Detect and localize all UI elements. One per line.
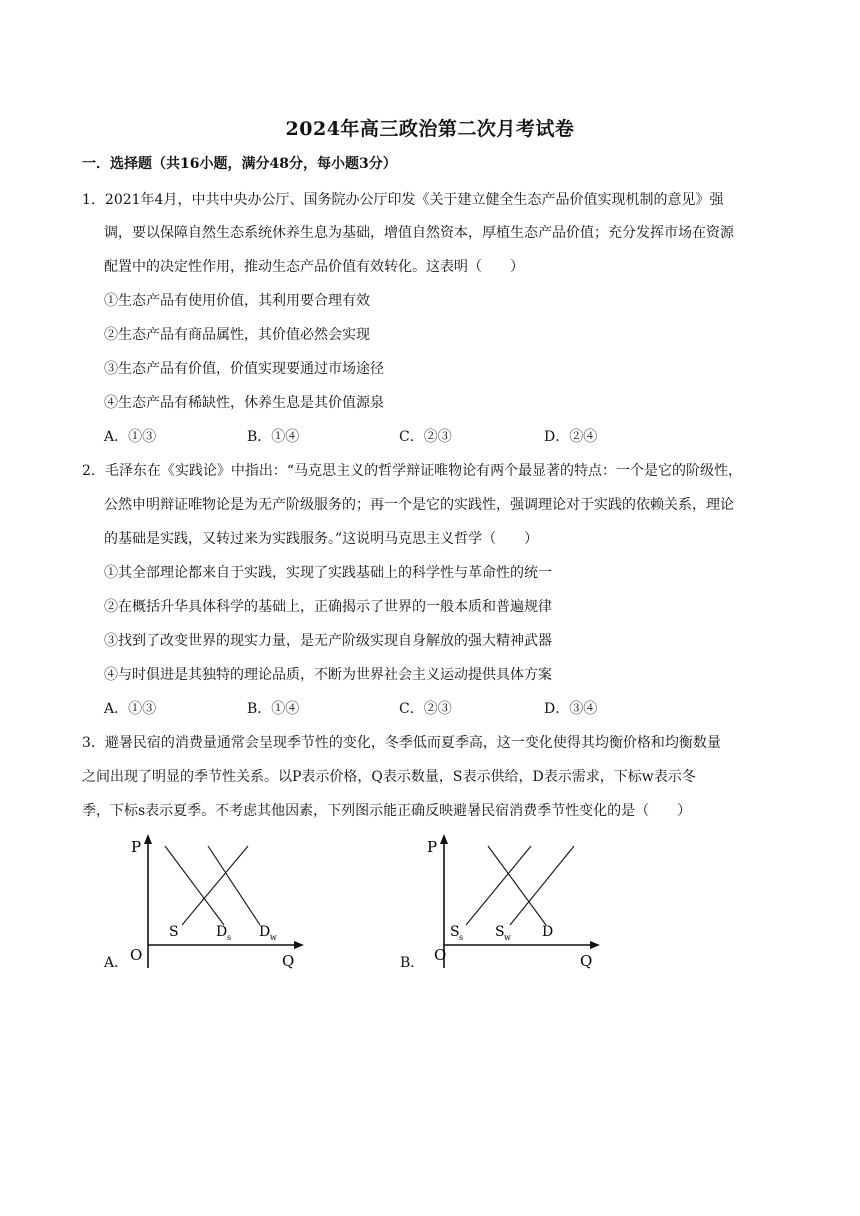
q2-option-2: ②在概括升华具体科学的基础上，正确揭示了世界的一般本质和普遍规律 bbox=[104, 599, 552, 615]
graph-a-label-d1-sub: s bbox=[227, 933, 232, 942]
q1-option-1: ①生态产品有使用价值，其利用要合理有效 bbox=[104, 293, 370, 309]
graph-a-origin-label: O bbox=[130, 946, 143, 964]
q1-option-3: ③生态产品有价值，价值实现要通过市场途径 bbox=[104, 361, 384, 377]
graph-b-p-label: P bbox=[427, 838, 438, 856]
q1-choices bbox=[104, 426, 664, 446]
q1-line-3: 配置中的决定性作用，推动生态产品价值有效转化。这表明（ ） bbox=[104, 259, 524, 275]
graph-a-label-s: S bbox=[169, 924, 179, 940]
q2-choice-b[interactable]: B．①④ bbox=[247, 701, 300, 717]
graph-a-label-d1: D bbox=[216, 924, 228, 940]
q2-choice-d[interactable]: D．③④ bbox=[544, 701, 598, 717]
q1-line-1: 1．2021年4月，中共中央办公厅、国务院办公厅印发《关于建立健全生态产品价值实现机制的意见》强 bbox=[82, 192, 724, 208]
q1-line-2: 调，要以保障自然生态系统休养生息为基础，增值自然资本，厚植生态产品价值；充分发挥市场在资源 bbox=[104, 225, 734, 241]
graph-b-supply-demand-diagram bbox=[416, 830, 616, 980]
q2-choice-a[interactable]: A．①③ bbox=[104, 701, 157, 717]
q2-line-3: 的基础是实践，又转过来为实践服务。”这说明马克思主义哲学（ ） bbox=[104, 531, 539, 547]
q2-choice-c[interactable]: C．②③ bbox=[399, 701, 452, 717]
q3-line-2: 之间出现了明显的季节性关系。以P表示价格，Q表示数量，S表示供给，D表示需求，下标w表示冬 bbox=[82, 769, 696, 785]
graph-a-q-label: Q bbox=[282, 952, 295, 970]
q1-choice-d[interactable]: D．②④ bbox=[544, 429, 598, 445]
graph-a-label-d2-sub: w bbox=[270, 933, 277, 942]
graph-b-label-d: D bbox=[542, 924, 554, 940]
q1-choice-a[interactable]: A．①③ bbox=[104, 429, 157, 445]
q1-option-4: ④生态产品有稀缺性，休养生息是其价值源泉 bbox=[104, 395, 384, 411]
graph-b-origin-label: O bbox=[434, 946, 447, 964]
graph-b-supply-winter-line bbox=[510, 846, 574, 925]
graph-b-label-s1-sub: s bbox=[459, 933, 464, 942]
graph-a-supply-demand-diagram bbox=[120, 830, 320, 980]
graph-a-label-d2: D bbox=[259, 924, 271, 940]
q1-option-2: ②生态产品有商品属性，其价值必然会实现 bbox=[104, 327, 370, 343]
q2-choices bbox=[104, 698, 664, 718]
graph-b-label-s2: S bbox=[495, 924, 505, 940]
graph-b-supply-summer-line bbox=[466, 846, 531, 925]
q2-option-4: ④与时俱进是其独特的理论品质，不断为世界社会主义运动提供具体方案 bbox=[104, 667, 552, 683]
graph-a-p-label: P bbox=[131, 838, 142, 856]
q3-line-3: 季，下标s表示夏季。不考虑其他因素，下列图示能正确反映避暑民宿消费季节性变化的是（ ） bbox=[82, 803, 692, 819]
q1-choice-b[interactable]: B．①④ bbox=[247, 429, 300, 445]
q2-option-1: ①其全部理论都来自于实践，实现了实践基础上的科学性与革命性的统一 bbox=[104, 565, 552, 581]
graph-b-q-arrow bbox=[590, 941, 600, 949]
graph-b-demand-line bbox=[488, 846, 546, 925]
page-title: 2024年高三政治第二次月考试卷 bbox=[285, 118, 575, 140]
graph-b-option-label[interactable]: B． bbox=[400, 955, 425, 971]
q2-option-3: ③找到了改变世界的现实力量，是无产阶级实现自身解放的强大精神武器 bbox=[104, 633, 552, 649]
graph-a-p-arrow bbox=[144, 834, 152, 844]
graph-b-q-label: Q bbox=[580, 952, 593, 970]
graph-a-option-label[interactable]: A． bbox=[104, 955, 129, 971]
graph-b-p-arrow bbox=[440, 834, 448, 844]
q3-line-1: 3．避暑民宿的消费量通常会呈现季节性的变化，冬季低而夏季高，这一变化使得其均衡价格和均衡数量 bbox=[82, 735, 721, 751]
section-heading: 一．选择题（共16小题，满分48分，每小题3分） bbox=[82, 156, 397, 172]
q2-line-2: 公然申明辩证唯物论是为无产阶级服务的；再一个是它的实践性，强调理论对于实践的依赖关系，理论 bbox=[104, 497, 734, 513]
graph-b-label-s1: S bbox=[450, 924, 460, 940]
graph-b-label-s2-sub: w bbox=[504, 933, 511, 942]
q1-choice-c[interactable]: C．②③ bbox=[399, 429, 452, 445]
q2-line-1: 2．毛泽东在《实践论》中指出：“马克思主义的哲学辩证唯物论有两个最显著的特点：一个是它的阶级性， bbox=[82, 463, 743, 479]
graph-a-q-arrow bbox=[294, 941, 304, 949]
